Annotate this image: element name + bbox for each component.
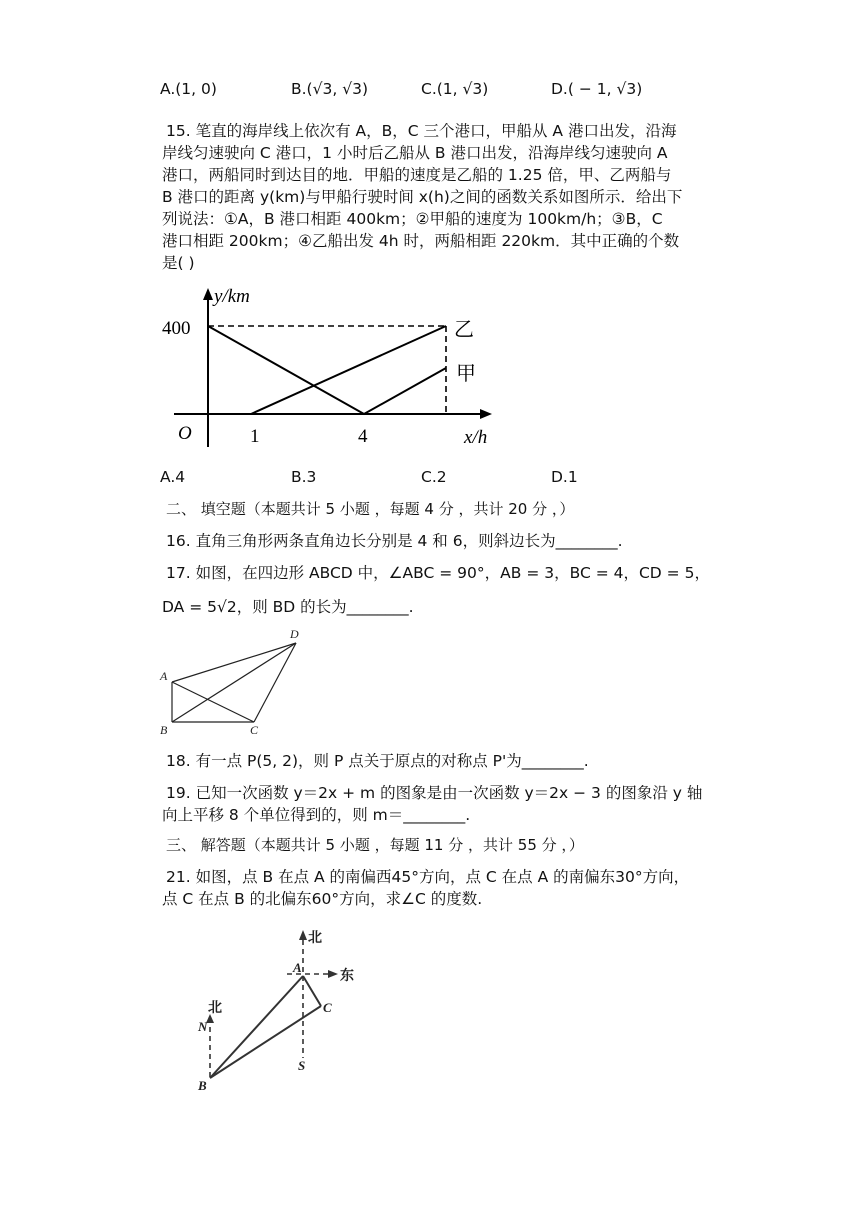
q17-line-2: DA = 5√2，则 BD 的长为________.: [162, 598, 414, 616]
east-arrow-a: [328, 970, 338, 978]
north-arrow-a: [299, 930, 307, 940]
y-axis-arrow: [203, 288, 213, 300]
q15-line-7: 是( ): [162, 254, 195, 272]
q15-option-a: A.4: [160, 468, 186, 486]
x-axis-arrow: [480, 409, 492, 419]
q19-line-1: 19. 已知一次函数 y＝2x + m 的图象是由一次函数 y＝2x − 3 的图象沿 y 轴: [166, 784, 703, 802]
q21-direction-figure: [190, 918, 370, 1100]
label-c: C: [323, 1000, 332, 1015]
q14-option-b: B.(√3, √3): [291, 80, 368, 98]
q21-line-2: 点 C 在点 B 的北偏东60°方向，求∠C 的度数.: [162, 890, 483, 908]
q18-text: 18. 有一点 P(5, 2)，则 P 点关于原点的对称点 P'为________.: [166, 752, 589, 770]
q15-option-d: D.1: [551, 468, 578, 486]
y-tick-400: 400: [162, 318, 191, 339]
line-yi: [251, 326, 446, 414]
q17-quadrilateral-figure: [158, 626, 308, 738]
q14-option-a: A.(1, 0): [160, 80, 217, 98]
line-jia: [208, 326, 446, 414]
q15-option-c: C.2: [421, 468, 447, 486]
label-n: N: [198, 1019, 208, 1034]
q19-line-2: 向上平移 8 个单位得到的，则 m＝________.: [162, 806, 471, 824]
q15-line-2: 岸线匀速驶向 C 港口，1 小时后乙船从 B 港口出发，沿海岸线匀速驶向 A: [162, 144, 668, 162]
q15-line-1: 15. 笔直的海岸线上依次有 A，B，C 三个港口，甲船从 A 港口出发，沿海: [166, 122, 677, 140]
side-ac: [303, 976, 321, 1006]
label-jia: 甲: [456, 363, 476, 385]
q15-line-4: B 港口的距离 y(km)与甲船行驶时间 x(h)之间的函数关系如图所示．给出下: [162, 188, 683, 206]
diagonal-bd: [172, 643, 296, 722]
q14-option-d: D.( − 1, √3): [551, 80, 643, 98]
label-c: C: [250, 723, 259, 737]
q21-line-1: 21. 如图，点 B 在点 A 的南偏西45°方向，点 C 在点 A 的南偏东30°方向，: [166, 868, 690, 886]
label-a: A: [293, 960, 302, 975]
y-axis-label: y/km: [214, 286, 250, 307]
label-s: S: [298, 1058, 306, 1073]
label-north-top: 北: [308, 931, 322, 946]
label-yi: 乙: [454, 319, 474, 341]
q14-option-c: C.(1, √3): [421, 80, 489, 98]
q16-text: 16. 直角三角形两条直角边长分别是 4 和 6，则斜边长为________.: [166, 532, 623, 550]
q15-function-graph: [160, 282, 500, 457]
x-tick-1: 1: [250, 426, 260, 447]
diagonal-ac: [172, 682, 254, 722]
label-north-left: 北: [208, 1001, 222, 1016]
side-da: [172, 643, 296, 682]
section-3-title: 三、 解答题（本题共计 5 小题 ，每题 11 分 ，共计 55 分 ，）: [166, 836, 584, 854]
label-a: A: [160, 669, 168, 683]
q15-option-b: B.3: [291, 468, 317, 486]
x-tick-4: 4: [358, 426, 368, 447]
q15-line-3: 港口，两船同时到达目的地．甲船的速度是乙船的 1.25 倍，甲、乙两船与: [162, 166, 672, 184]
q17-line-1: 17. 如图，在四边形 ABCD 中，∠ABC = 90°，AB = 3，BC = 4，CD = 5，: [166, 564, 710, 582]
x-axis-label: x/h: [464, 427, 488, 448]
q15-line-5: 列说法：①A，B 港口相距 400km；②甲船的速度为 100km/h；③B，C: [162, 210, 663, 228]
label-d: D: [290, 627, 299, 641]
label-b: B: [198, 1078, 207, 1093]
q15-line-6: 港口相距 200km；④乙船出发 4h 时，两船相距 220km．其中正确的个数: [162, 232, 680, 250]
label-b: B: [160, 723, 168, 737]
section-2-title: 二、 填空题（本题共计 5 小题 ，每题 4 分 ，共计 20 分 ，）: [166, 500, 575, 518]
label-east: 东: [340, 969, 354, 984]
origin-label: O: [178, 423, 192, 444]
